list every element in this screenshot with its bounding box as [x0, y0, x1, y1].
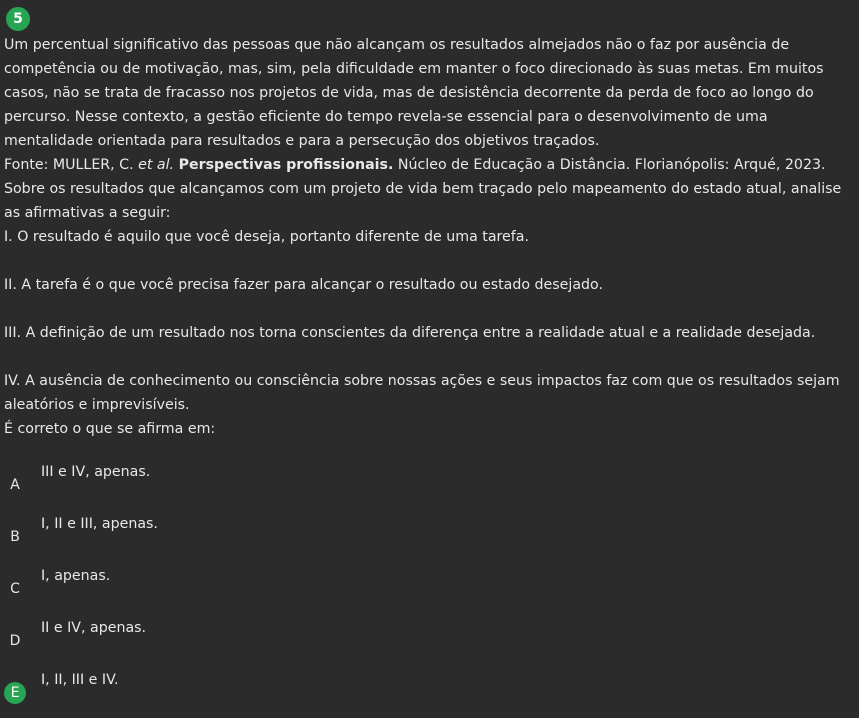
option-d[interactable]: [0, 614, 859, 666]
question-source: [4, 153, 856, 177]
source-title: Perspectivas profissionais.: [178, 157, 394, 173]
spacer: [4, 249, 856, 273]
question-ask: É correto o que se afirma em:: [4, 421, 216, 437]
statement-2: II. A tarefa é o que você precisa fazer para alcançar o resultado ou estado desejado.: [4, 277, 603, 293]
question-content: [4, 33, 856, 441]
option-b[interactable]: [0, 510, 859, 562]
option-d-letter: D: [9, 633, 21, 649]
option-b-text: I, II e III, apenas.: [41, 516, 158, 532]
option-e[interactable]: [0, 666, 859, 718]
option-e-text: I, II, III e IV.: [41, 672, 119, 688]
source-etal: et al.: [138, 157, 175, 173]
option-e-letter-selected: E: [4, 682, 26, 704]
statement-3: III. A definição de um resultado nos torna conscientes da diferença entre a realidade atual e a realidade desejada.: [4, 325, 816, 341]
option-c-text: I, apenas.: [41, 568, 111, 584]
spacer: [4, 297, 856, 321]
option-a[interactable]: [0, 458, 859, 510]
option-a-text: III e IV, apenas.: [41, 464, 151, 480]
source-rest: Núcleo de Educação a Distância. Florianópolis: Arqué, 2023.: [393, 157, 826, 173]
statement-4: IV. A ausência de conhecimento ou consciência sobre nossas ações e seus impactos faz com que os resultados sejam aleatórios e imprevisíveis.: [4, 373, 840, 413]
statement-1: I. O resultado é aquilo que você deseja, portanto diferente de uma tarefa.: [4, 229, 529, 245]
question-number-badge: 5: [6, 7, 30, 31]
option-a-letter: A: [10, 477, 20, 493]
option-d-text: II e IV, apenas.: [41, 620, 147, 636]
option-b-letter: B: [10, 529, 20, 545]
option-c[interactable]: [0, 562, 859, 614]
spacer: [4, 345, 856, 369]
answer-options: [0, 458, 859, 718]
source-prefix: Fonte: MULLER, C.: [4, 157, 139, 173]
option-c-letter: C: [10, 581, 20, 597]
question-prompt: Sobre os resultados que alcançamos com um projeto de vida bem traçado pelo mapeamento do estado atual, analise as afirmativas a seguir:: [4, 181, 842, 221]
question-paragraph: Um percentual significativo das pessoas que não alcançam os resultados almejados não o faz por ausência de competência ou de motivação, mas, sim, pela dificuldade em manter o foco direcionado às suas metas. Em muitos casos, não se trata de fracasso nos projetos de vida, mas de desistência decorrente da perda de foco ao longo do percurso. Nesse contexto, a gestão eficiente do tempo revela-se essencial para o desenvolvimento de uma mentalidade orientada para resultados e para a persecução dos objetivos traçados.: [4, 37, 824, 149]
